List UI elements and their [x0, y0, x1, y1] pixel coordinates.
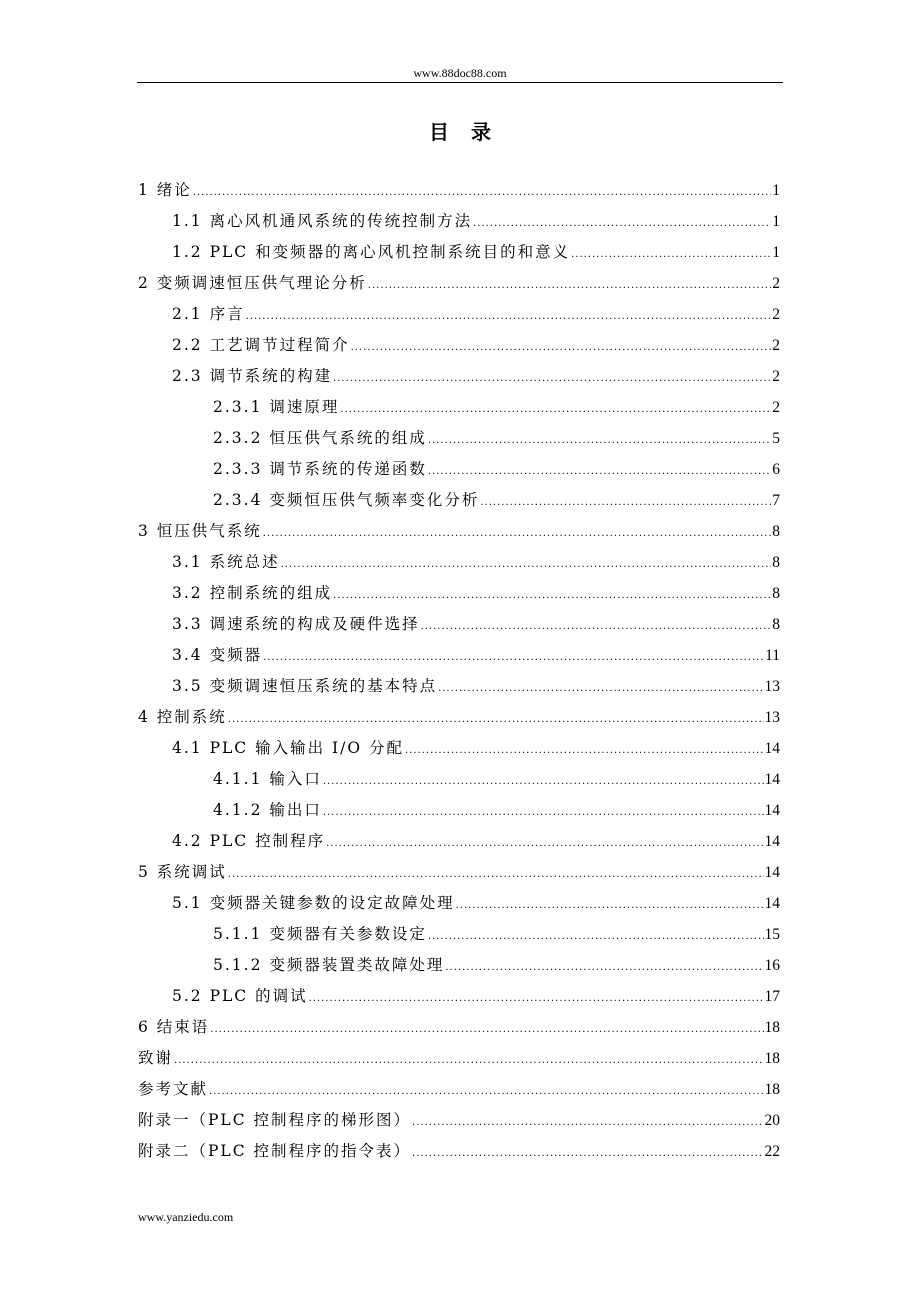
toc-entry-page-number: 17 [764, 988, 780, 1005]
toc-dot-leader [281, 559, 772, 570]
toc-entry[interactable] [138, 922, 780, 953]
toc-entry-page-number: 13 [764, 709, 780, 726]
toc-entry[interactable] [138, 302, 780, 333]
toc-entry-label: 5.2 PLC 的调试 [172, 987, 308, 1005]
toc-entry-label: 2 变频调速恒压供气理论分析 [138, 274, 367, 292]
toc-dot-leader [209, 1086, 763, 1097]
toc-entry-label: 2.3 调节系统的构建 [172, 367, 333, 385]
toc-entry[interactable] [138, 240, 780, 271]
toc-entry-page-number: 2 [772, 275, 780, 292]
toc-entry-label: 3.2 控制系统的组成 [172, 584, 333, 602]
toc-entry-label: 2.2 工艺调节过程简介 [172, 336, 350, 354]
toc-entry-page-number: 6 [772, 461, 780, 478]
toc-entry-label: 3.5 变频调速恒压系统的基本特点 [172, 677, 438, 695]
toc-entry[interactable] [138, 1139, 780, 1170]
toc-entry-page-number: 1 [772, 213, 780, 230]
toc-entry-page-number: 14 [764, 802, 780, 819]
toc-entry-label: 3.4 变频器 [172, 646, 263, 664]
toc-dot-leader [340, 404, 771, 415]
toc-dot-leader [228, 869, 764, 880]
toc-entry-label: 附录一（PLC 控制程序的梯形图） [138, 1111, 412, 1129]
toc-dot-leader [412, 1117, 763, 1128]
footer-url: www.yanziedu.com [138, 1210, 234, 1224]
toc-entry-page-number: 1 [772, 244, 780, 261]
toc-entry-label: 4.2 PLC 控制程序 [172, 832, 326, 850]
toc-entry[interactable] [138, 333, 780, 364]
toc-entry-page-number: 13 [764, 678, 780, 695]
toc-entry-page-number: 1 [772, 182, 780, 199]
toc-entry[interactable] [138, 364, 780, 395]
toc-entry[interactable] [138, 767, 780, 798]
toc-dot-leader [428, 466, 771, 477]
toc-entry[interactable] [138, 1108, 780, 1139]
toc-entry[interactable] [138, 1015, 780, 1046]
toc-entry-label: 2.3.4 变频恒压供气频率变化分析 [213, 491, 480, 509]
toc-dot-leader [263, 528, 771, 539]
toc-entry-label: 2.1 序言 [172, 305, 245, 323]
toc-entry-page-number: 2 [772, 368, 780, 385]
toc-entry[interactable] [138, 891, 780, 922]
toc-entry-page-number: 22 [764, 1143, 780, 1160]
toc-entry-page-number: 8 [772, 554, 780, 571]
toc-entry-label: 附录二（PLC 控制程序的指令表） [138, 1142, 412, 1160]
toc-dot-leader [421, 621, 772, 632]
toc-entry-page-number: 2 [772, 306, 780, 323]
toc-entry-page-number: 14 [764, 864, 780, 881]
toc-entry-page-number: 15 [764, 926, 780, 943]
toc-entry-label: 2.3.3 调节系统的传递函数 [213, 460, 427, 478]
toc-dot-leader [428, 931, 764, 942]
toc-entry-label: 6 结束语 [138, 1018, 210, 1036]
toc-dot-leader [456, 900, 764, 911]
toc-entry[interactable] [138, 984, 780, 1015]
toc-dot-leader [193, 187, 771, 198]
toc-entry[interactable] [138, 798, 780, 829]
toc-entry-label: 2.3.1 调速原理 [213, 398, 340, 416]
toc-entry-label: 5.1.2 变频器装置类故障处理 [213, 956, 445, 974]
toc-entry-page-number: 8 [772, 585, 780, 602]
toc-entry-label: 参考文献 [138, 1080, 209, 1098]
toc-entry[interactable] [138, 457, 780, 488]
toc-entry[interactable] [138, 426, 780, 457]
toc-entry-label: 1 绪论 [138, 181, 192, 199]
toc-dot-leader [210, 1024, 763, 1035]
toc-dot-leader [323, 807, 764, 818]
toc-entry[interactable] [138, 395, 780, 426]
header-url: www.88doc88.com [413, 66, 507, 80]
toc-entry[interactable] [138, 271, 780, 302]
page-title: 目录 [429, 120, 513, 144]
toc-entry-label: 4.1.2 输出口 [213, 801, 322, 819]
toc-entry-label: 5 系统调试 [138, 863, 227, 881]
toc-dot-leader [246, 311, 772, 322]
toc-entry-page-number: 7 [772, 492, 780, 509]
toc-dot-leader [428, 435, 771, 446]
toc-entry-page-number: 14 [764, 771, 780, 788]
toc-entry[interactable] [138, 209, 780, 240]
toc-dot-leader [405, 745, 764, 756]
toc-entry-label: 1.1 离心风机通风系统的传统控制方法 [172, 212, 473, 230]
toc-entry-label: 1.2 PLC 和变频器的离心风机控制系统目的和意义 [172, 243, 571, 261]
toc-entry[interactable] [138, 705, 780, 736]
toc-entry-page-number: 11 [765, 647, 780, 664]
toc-entry-page-number: 14 [764, 895, 780, 912]
toc-dot-leader [438, 683, 763, 694]
toc-dot-leader [228, 714, 764, 725]
toc-entry-page-number: 14 [764, 740, 780, 757]
toc-entry-label: 5.1.1 变频器有关参数设定 [213, 925, 427, 943]
toc-entry-label: 3 恒压供气系统 [138, 522, 262, 540]
toc-entry-page-number: 18 [764, 1081, 780, 1098]
header-divider [137, 82, 783, 83]
toc-dot-leader [333, 373, 771, 384]
toc-entry-page-number: 2 [772, 399, 780, 416]
toc-entry[interactable] [138, 674, 780, 705]
toc-entry-label: 致谢 [138, 1049, 174, 1067]
toc-entry-page-number: 20 [764, 1112, 780, 1129]
toc-entry[interactable] [138, 953, 780, 984]
toc-dot-leader [309, 993, 764, 1004]
toc-dot-leader [445, 962, 763, 973]
toc-entry-label: 3.3 调速系统的构成及硬件选择 [172, 615, 420, 633]
toc-entry-page-number: 5 [772, 430, 780, 447]
toc-entry[interactable] [138, 488, 780, 519]
toc-entry-label: 3.1 系统总述 [172, 553, 280, 571]
toc-dot-leader [351, 342, 772, 353]
toc-entry-label: 4 控制系统 [138, 708, 227, 726]
toc-entry-label: 5.1 变频器关键参数的设定故障处理 [172, 894, 455, 912]
toc-dot-leader [368, 280, 771, 291]
toc-entry[interactable] [138, 550, 780, 581]
toc-entry-label: 4.1 PLC 输入输出 I/O 分配 [172, 739, 404, 757]
toc-entry[interactable] [138, 1046, 780, 1077]
toc-entry-page-number: 14 [764, 833, 780, 850]
toc-entry[interactable] [138, 643, 780, 674]
toc-entry[interactable] [138, 581, 780, 612]
toc-entry-page-number: 18 [764, 1019, 780, 1036]
toc-dot-leader [323, 776, 764, 787]
toc-entry[interactable] [138, 829, 780, 860]
toc-dot-leader [571, 249, 771, 260]
table-of-contents [138, 178, 780, 1170]
toc-dot-leader [326, 838, 763, 849]
toc-entry[interactable] [138, 736, 780, 767]
toc-entry-page-number: 18 [764, 1050, 780, 1067]
toc-entry-label: 4.1.1 输入口 [213, 770, 322, 788]
toc-entry-label: 2.3.2 恒压供气系统的组成 [213, 429, 427, 447]
toc-dot-leader [333, 590, 771, 601]
toc-dot-leader [174, 1055, 763, 1066]
toc-entry-page-number: 8 [772, 616, 780, 633]
toc-dot-leader [412, 1148, 763, 1159]
toc-entry-page-number: 8 [772, 523, 780, 540]
toc-entry-page-number: 16 [764, 957, 780, 974]
toc-entry-page-number: 2 [772, 337, 780, 354]
toc-dot-leader [263, 652, 764, 663]
toc-dot-leader [473, 218, 771, 229]
toc-entry[interactable] [138, 860, 780, 891]
toc-entry[interactable] [138, 1077, 780, 1108]
toc-dot-leader [480, 497, 771, 508]
toc-entry[interactable] [138, 178, 780, 209]
toc-entry[interactable] [138, 612, 780, 643]
toc-entry[interactable] [138, 519, 780, 550]
